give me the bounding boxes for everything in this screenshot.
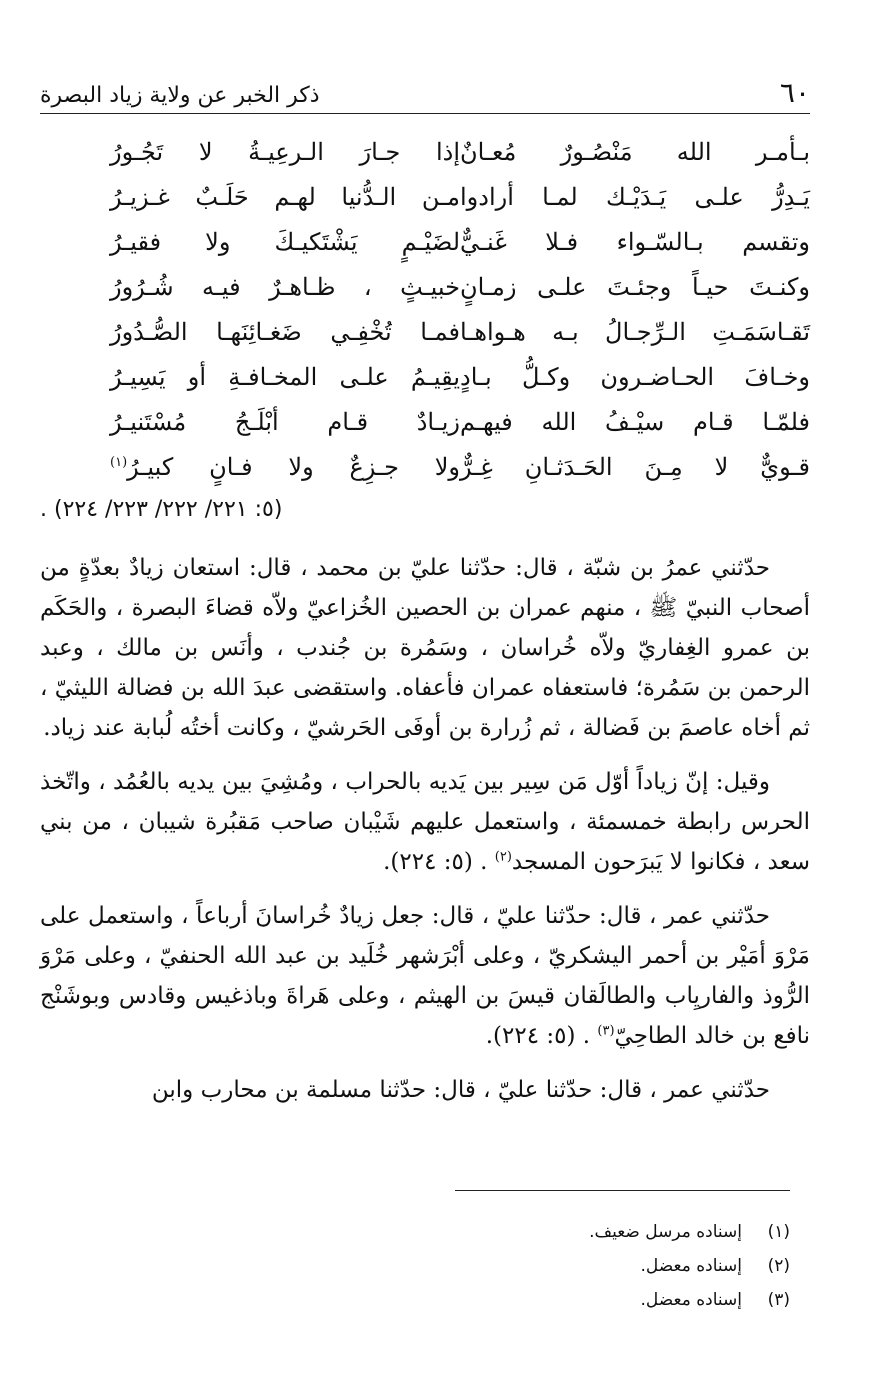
paragraph-2-ref: . (٥: ٢٢٤). xyxy=(383,849,488,875)
poem-reference: (٥: ٢٢١/ ٢٢٢/ ٢٢٣/ ٢٢٤) . xyxy=(40,497,283,522)
footnote-number: (٢) xyxy=(767,1256,790,1276)
poem-line-right-3: وتقسم بـالسّـواء فـلا غَنـيٌّ xyxy=(460,228,810,256)
footnote-text: إسناده معضل. xyxy=(640,1256,742,1276)
poem-line-right-1: بـأمـر الله مَنْصُـورٌ مُعـانٌ xyxy=(460,138,810,166)
poem-line-left-2: مـن الـدُّنيا لهـم حَلَـبٌ غـزيـرُ xyxy=(110,183,460,211)
paragraph-2 xyxy=(40,762,810,882)
paragraph-3-text: حدّثني عمر ، قال: حدّثنا عليّ ، قال: جعل زيادٌ خُراسانَ أرباعاً ، واستعمل على مَرْوَ أمَيْر بن أحمر اليشكريّ ، وعلى أبْرَشهر خُلَيد بن عبد الله الحنفيّ ، وعلى مَرْوَ الرُّوذ والفاريِاب والطالَقان قيسَ بن الهيثم ، وعلى هَراةَ وباذغيس وقادس وبوشَنْج نافع بن خالد الطاحِيّ xyxy=(40,903,810,1049)
poem-line-left-8 xyxy=(110,447,460,487)
footnote-1 xyxy=(90,1215,790,1249)
footnote-3 xyxy=(90,1283,790,1317)
footnote-text: إسناده معضل. xyxy=(640,1290,742,1310)
poem-line-left-8-text: ولا جـزِعٌ ولا فـانٍ كبيـرُ xyxy=(127,453,460,481)
poem-line-right-5: تَقـاسَمَـتِ الـرِّجـالُ بـه هـواهـا xyxy=(460,318,810,346)
poem-line-right-4: وكنـتَ حيـاً وجئـتَ علـى زمـانٍ xyxy=(460,273,810,301)
poem-line-left-1: إذا جـارَ الـرعِيـةُ لا تَجُـورُ xyxy=(110,138,460,166)
footnote-text: إسناده مرسل ضعيف. xyxy=(589,1222,742,1242)
poem-line-right-6: وخـافَ الحـاضـرون وكـلُّ بـادٍ xyxy=(460,363,810,391)
footnote-number: (١) xyxy=(767,1222,790,1242)
paragraph-4: حدّثني عمر ، قال: حدّثنا عليّ ، قال: حدّثنا مسلمة بن محارب وابن xyxy=(151,1077,770,1103)
paragraph-3-ref: . (٥: ٢٢٤). xyxy=(485,1023,591,1049)
footnote-mark-3: (٣) xyxy=(597,1023,615,1039)
poem-line-left-4: خبيـثٍ ، ظـاهـرٌ فيـه شُـرُورُ xyxy=(110,273,460,301)
footnote-number: (٣) xyxy=(767,1290,790,1310)
paragraph-3 xyxy=(40,896,810,1056)
poem xyxy=(40,132,810,532)
body-text xyxy=(40,548,810,1124)
paragraph-2-text: وقيل: إنّ زياداً أوّل مَن سِير بين يَديه بالحراب ، ومُشِيَ بين يديه بالعُمُد ، واتّخذ الحرس رابطة خمسمئة ، واستعمل عليهم شَيْبان صاحب مَقبُرة شيبان ، من بني سعد ، فكانوا لا يَبرَحون المسجد xyxy=(40,769,810,875)
footnote-divider xyxy=(455,1190,790,1191)
poem-line-right-2: يَـدِرُّ علـى يَـدَيْـك لمـا أرادوا xyxy=(460,183,810,211)
page-number: ٦٠ xyxy=(779,76,810,109)
poem-line-left-7: زيـادٌ قـام أبْلَـجُ مُسْتَنيـرُ xyxy=(110,408,460,436)
footnote-mark-2: (٢) xyxy=(494,849,512,865)
paragraph-1: حدّثني عمرُ بن شبّة ، قال: حدّثنا عليّ بن محمد ، قال: استعان زيادٌ بعدّةٍ من أصحاب النبيّ ﷺ ، منهم عمران بن الحصين الخُزاعيّ ولاّه قضاءَ البصرة ، والحَكَم بن عمرو الغِفاريّ ولاّه خُراسان ، وسَمُرة بن جُندب ، وأنَس بن مالك ، وعبد الرحمن بن سَمُرة؛ فاستعفاه عمران فأعفاه. واستقضى عبدَ الله بن فضالة الليثيّ ، ثم أخاه عاصمَ بن فَضالة ، ثم زُرارة بن أوفَى الحَرشيّ ، وكانت أختُه لُبابة عند زياد. xyxy=(40,555,810,741)
poem-line-right-8: قـويٌّ لا مِـنَ الحَـدَثـانِ غِـرٌّ xyxy=(460,453,810,481)
poem-line-right-7: فلمّـا قـام سيْـفُ الله فيهـم xyxy=(460,408,810,436)
poem-line-left-6: يقِيـمُ علـى المخـافـةِ أو يَسِيـرُ xyxy=(110,363,460,391)
footnote-mark-1: (١) xyxy=(110,455,128,470)
poem-line-left-5: فمـا تُخْفِـي ضَغـائِنَهـا الصُّـدُورُ xyxy=(110,318,460,346)
page-header xyxy=(40,74,810,114)
running-title: ذكر الخبر عن ولاية زياد البصرة xyxy=(40,83,320,108)
poem-line-left-3: لضَيْـمٍ يَشْتَكيـكَ ولا فقيـرُ xyxy=(110,228,460,256)
footnote-2 xyxy=(90,1249,790,1283)
footnotes xyxy=(90,1215,790,1317)
